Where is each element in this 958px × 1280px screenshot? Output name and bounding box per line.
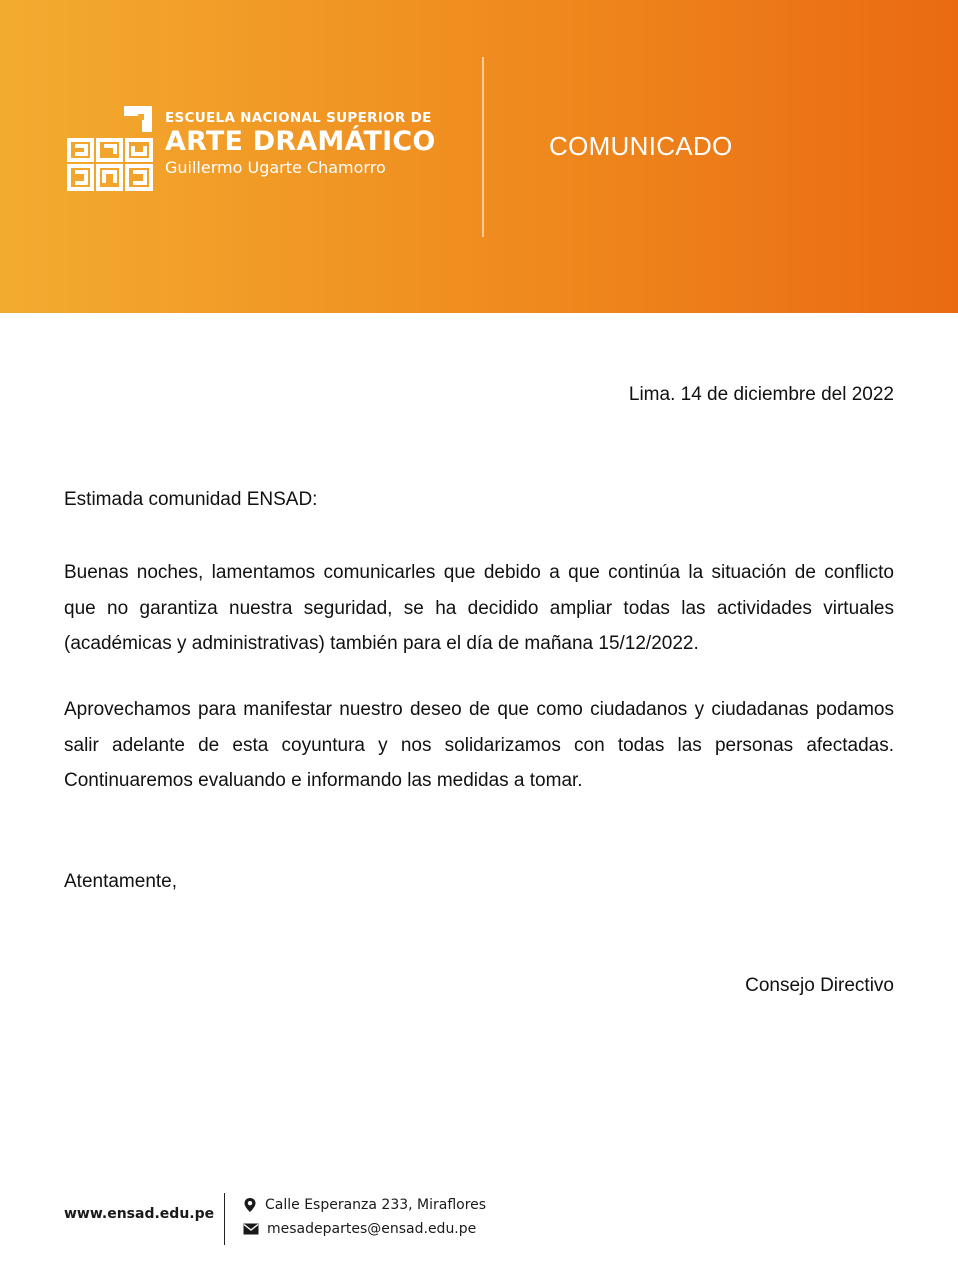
footer-email-text[interactable]: mesadepartes@ensad.edu.pe — [267, 1221, 477, 1237]
letter-greeting: Estimada comunidad ENSAD: — [64, 489, 318, 510]
letter-paragraph-2: Aprovechamos para manifestar nuestro deseo de que como ciudadanos y ciudadanas podamos salir adelante de esta coyuntura y nos solidarizamos con todas las personas afectadas. Continuaremos evaluando e informando las medidas a tomar. — [64, 699, 894, 791]
header-divider — [482, 57, 484, 237]
document-type: COMUNICADO — [549, 131, 733, 161]
letter-signature: Consejo Directivo — [745, 975, 894, 996]
footer-address — [243, 1197, 486, 1213]
footer-email — [243, 1221, 476, 1237]
footer-website[interactable]: www.ensad.edu.pe — [64, 1206, 215, 1222]
footer-address-text: Calle Esperanza 233, Miraflores — [265, 1197, 487, 1213]
header-banner — [0, 0, 958, 313]
footer-divider — [224, 1193, 225, 1245]
school-name-line3: Guillermo Ugarte Chamorro — [165, 158, 386, 177]
letter-paragraph-1: Buenas noches, lamentamos comunicarles que debido a que continúa la situación de conflicto que no garantiza nuestra seguridad, se ha decidido ampliar todas las actividades virtuales (académicas y administrativas) también para el día de mañana 15/12/2022. — [64, 562, 894, 654]
letter-date: Lima. 14 de diciembre del 2022 — [628, 384, 894, 405]
envelope-icon — [243, 1223, 259, 1235]
school-name — [165, 110, 436, 178]
school-name-line2: ARTE DRAMÁTICO — [165, 126, 436, 157]
ensad-logo-icon — [66, 104, 154, 192]
location-pin-icon — [243, 1197, 257, 1213]
letter-closing: Atentamente, — [64, 871, 178, 892]
school-name-line1: ESCUELA NACIONAL SUPERIOR DE — [165, 110, 432, 126]
